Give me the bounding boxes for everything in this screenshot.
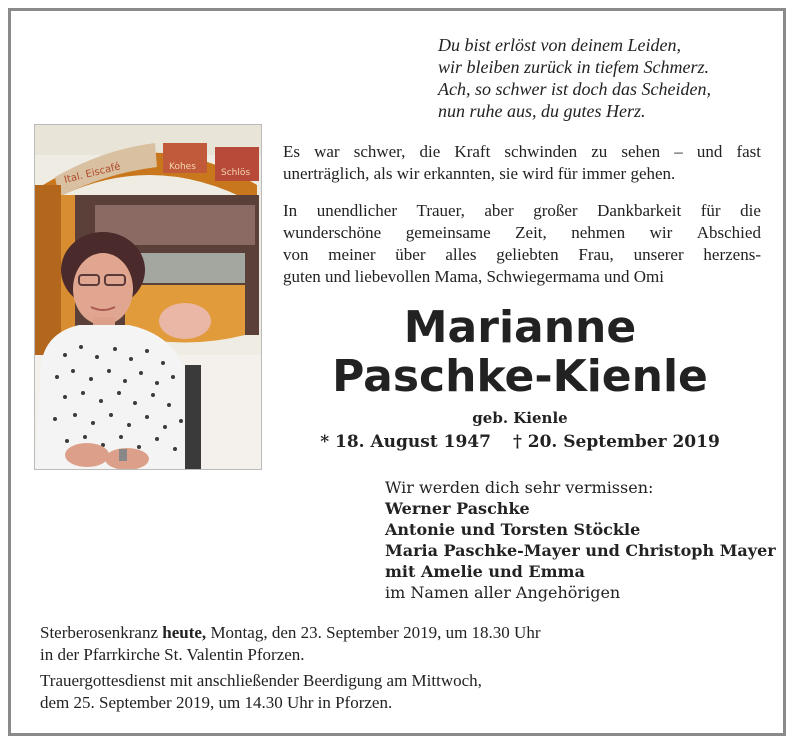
funeral-notice <box>40 670 740 714</box>
mourner-name: Werner Paschke <box>385 499 530 518</box>
mourners-intro: Wir werden dich sehr vermissen: <box>385 478 654 497</box>
deceased-last-name: Paschke-Kienle <box>332 351 708 402</box>
text-line: Trauergottesdienst mit anschließender Beerdigung am Mittwoch, <box>40 671 482 690</box>
text-line: Sterberosenkranz heute, Montag, den 23. September 2019, um 18.30 Uhr <box>40 623 541 642</box>
deceased-first-name: Marianne <box>403 302 637 353</box>
mourner-name: Antonie und Torsten Stöckle <box>385 520 641 539</box>
life-dates <box>270 432 770 452</box>
text-line: unerträglich, als wir erkannten, sie wird für immer gehen. <box>283 164 676 183</box>
poem-line: nun ruhe aus, du gutes Herz. <box>438 101 646 121</box>
portrait-photo <box>34 124 262 470</box>
mourner-name: Maria Paschke-Mayer und Christoph Mayer <box>385 541 776 560</box>
text-line: wunderschöne gemeinsame Zeit, nehmen wir Abschied <box>283 223 761 242</box>
farewell-paragraph-2 <box>283 200 761 288</box>
sign-text: Schlös <box>221 168 251 178</box>
death-date: † 20. September 2019 <box>512 432 720 452</box>
text-line: In unendlicher Trauer, aber großer Dankbarkeit für die <box>283 201 761 220</box>
text-line: von meiner über alles geliebten Frau, unserer herzens- <box>283 245 761 264</box>
birth-date: * 18. August 1947 <box>320 432 491 452</box>
mourners-block <box>385 477 775 603</box>
text-line: guten und liebevollen Mama, Schwiegermama und Omi <box>283 267 664 286</box>
text-line: in der Pfarrkirche St. Valentin Pforzen. <box>40 645 305 664</box>
mourners-closing: im Namen aller Angehörigen <box>385 583 621 602</box>
birth-name: geb. Kienle <box>472 409 568 427</box>
poem-line: wir bleiben zurück in tiefem Schmerz. <box>438 57 709 77</box>
sign-text: Ital. Eiscafé <box>63 161 122 186</box>
poem-line: Du bist erlöst von deinem Leiden, <box>438 35 681 55</box>
text-line: Es war schwer, die Kraft schwinden zu sehen – und fast <box>283 142 761 161</box>
sign-text: Kohes <box>169 162 196 172</box>
farewell-paragraph-1 <box>283 141 761 185</box>
mourner-name: mit Amelie und Emma <box>385 562 585 581</box>
poem-line: Ach, so schwer ist doch das Scheiden, <box>438 79 711 99</box>
poem <box>438 34 778 122</box>
text-line: dem 25. September 2019, um 14.30 Uhr in Pforzen. <box>40 693 393 712</box>
rosary-notice <box>40 622 740 666</box>
